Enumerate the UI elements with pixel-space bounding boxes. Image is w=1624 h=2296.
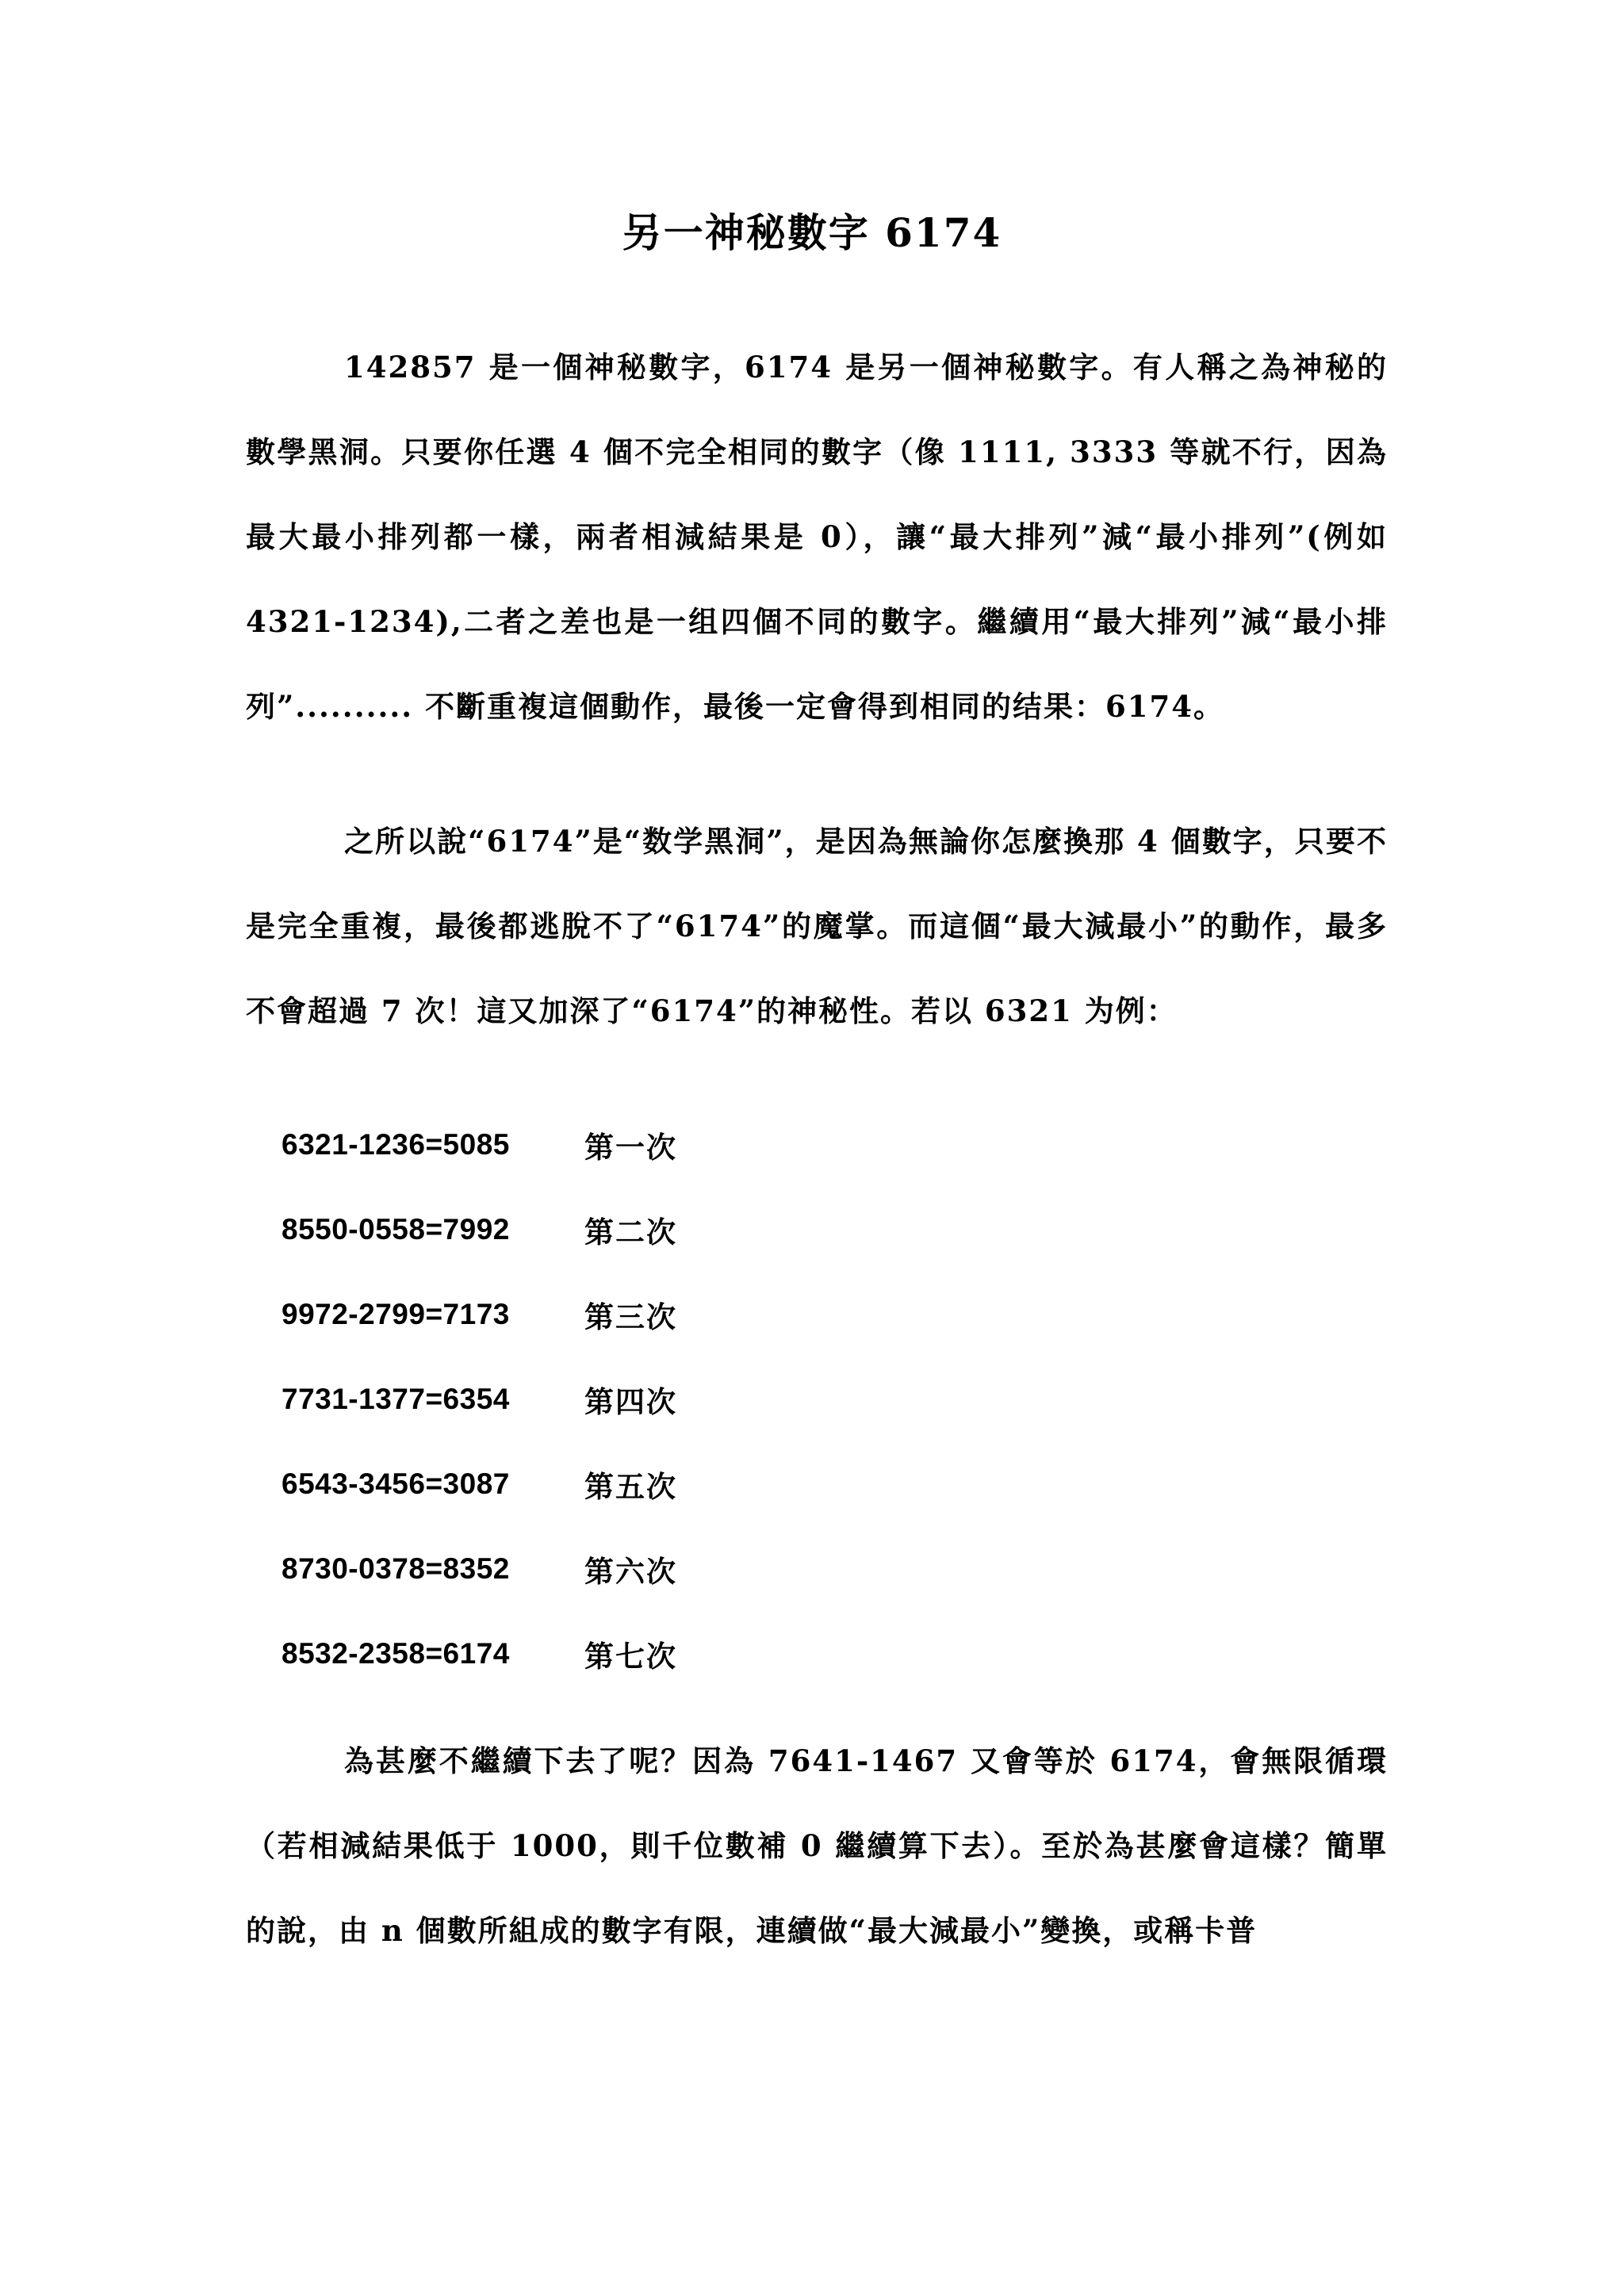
step-equation: 8550-0558=7992 xyxy=(282,1212,510,1246)
step-label: 第二次 xyxy=(584,1214,677,1249)
step-label: 第三次 xyxy=(584,1299,677,1334)
step-label: 第六次 xyxy=(584,1553,677,1589)
step-row-6 xyxy=(282,1526,995,1611)
step-equation: 9972-2799=7173 xyxy=(282,1297,510,1330)
step-equation: 6543-3456=3087 xyxy=(282,1467,510,1500)
step-row-4 xyxy=(282,1357,995,1441)
paragraph-intro: 142857 是一個神秘數字，6174 是另一個神秘數字。有人稱之為神秘的數學黑洞。只要你任選 4 個不完全相同的數字（像 1111, 3333 等就不行，因為最大最小排列都一樣，兩者相減結果是 0），讓“最大排列”減“最小排列”(例如 4321-1234),二者之差也是一组四個不同的數字。繼續用“最大排列”減“最小排列”.......... 不斷重複這個動作，最後一定會得到相同的结果：6174。 xyxy=(246,350,1388,724)
step-row-7 xyxy=(282,1611,995,1696)
paragraph-black-hole: 之所以說“6174”是“数学黑洞”，是因為無論你怎麼換那 4 個數字，只要不是完全重複，最後都逃脫不了“6174”的魔掌。而這個“最大減最小”的動作，最多不會超過 7 次！這又加深了“6174”的神秘性。若以 6321 为例： xyxy=(246,824,1388,1028)
step-equation: 8730-0378=8352 xyxy=(282,1552,510,1585)
step-label: 第四次 xyxy=(584,1383,677,1419)
step-equation: 7731-1377=6354 xyxy=(282,1382,510,1415)
step-row-3 xyxy=(282,1272,995,1357)
paragraph-why-stop: 為甚麼不繼續下去了呢？因為 7641-1467 又會等於 6174，會無限循環（若相減結果低于 1000，則千位數補 0 繼續算下去）。至於為甚麼會這樣？簡單的說，由 n 個數所組成的數字有限，連續做“最大減最小”變換，或稱卡普 xyxy=(246,1743,1388,1948)
step-row-1 xyxy=(282,1102,995,1187)
step-label: 第五次 xyxy=(584,1468,677,1504)
step-row-5 xyxy=(282,1441,995,1526)
step-equation: 6321-1236=5085 xyxy=(282,1127,510,1161)
page-title: 另一神秘數字 6174 xyxy=(622,209,1002,256)
step-label: 第七次 xyxy=(584,1638,677,1674)
step-equation: 8532-2358=6174 xyxy=(282,1636,510,1670)
step-label: 第一次 xyxy=(584,1129,677,1165)
step-row-2 xyxy=(282,1187,995,1272)
steps-list xyxy=(282,1102,995,1696)
